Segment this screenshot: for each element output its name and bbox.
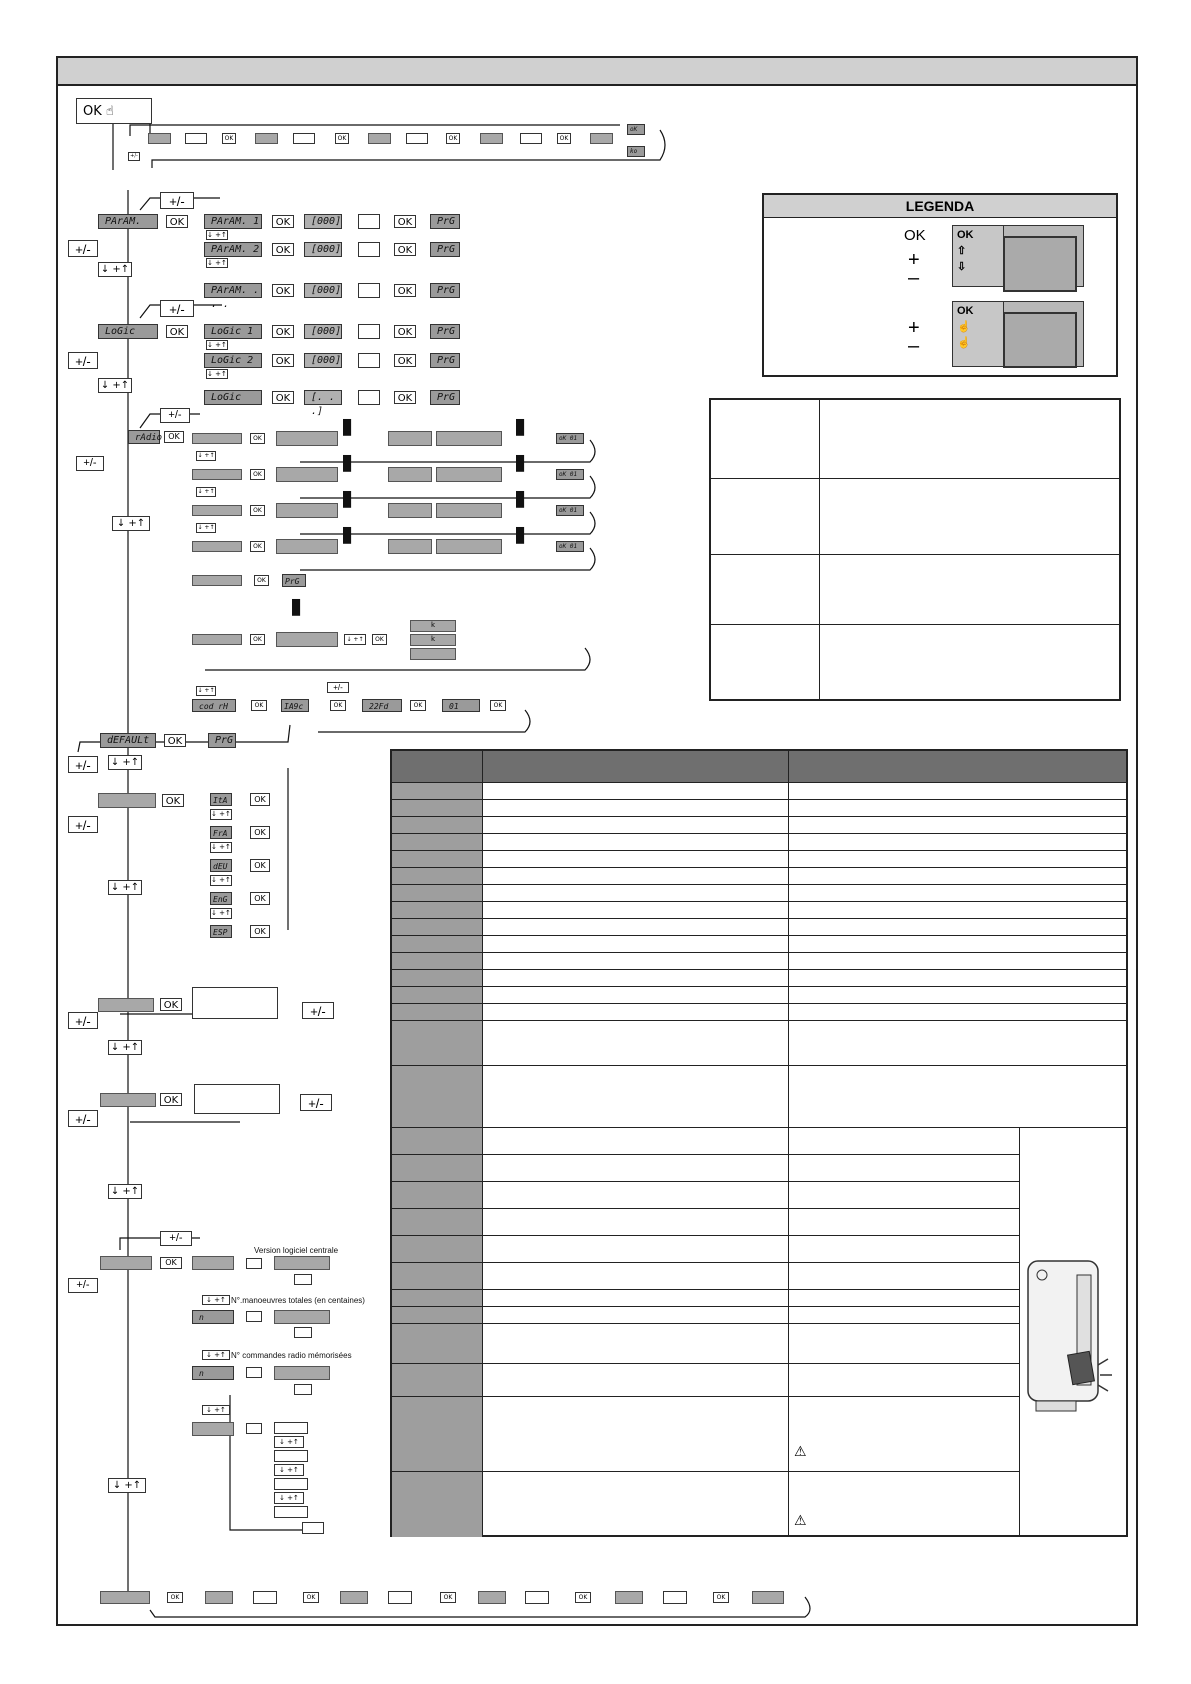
logic-item-2: LoGic 2 [204,353,262,368]
legend-panel [762,193,1118,377]
stats-menu [100,1256,152,1270]
radio-display: rAdio [128,430,160,444]
display-slot [478,1591,506,1604]
cod-display: 22Fd [362,699,402,712]
table-row [392,851,1126,868]
button-instructions-panel [709,398,1121,701]
param-item-1: PArAM. 1 [204,214,262,229]
legend-plus: + [908,317,920,339]
control-pad-illustration: OK ⇧ ⇩ [952,225,1084,287]
ok-key[interactable]: OK [394,354,416,367]
remote-control-icon: ▮ [341,486,354,511]
radio-result: oK 01 [556,505,584,516]
down-up-key[interactable]: ↓ +↑ [98,378,132,393]
display-slot [590,133,613,144]
ok-key[interactable]: OK [164,431,184,443]
table-row [392,783,1126,800]
radio-result: oK 01 [556,469,584,480]
ok-key[interactable]: OK [394,243,416,256]
table-row [392,1182,1020,1209]
display-slot [276,431,338,446]
ok-key[interactable]: OK [166,325,188,338]
prg-display: PrG [430,390,460,405]
control-unit-illustration [1022,1255,1114,1415]
ok-key[interactable]: OK [250,826,270,839]
down-up-key[interactable]: ↓ +↑ [202,1350,230,1360]
down-up-key[interactable]: ↓ +↑ [207,370,227,378]
down-up-key[interactable]: ↓ +↑ [211,843,231,851]
radio-count-label: N° commandes radio mémorisées [231,1351,352,1360]
table-row [392,1263,1020,1290]
result-ok: oK [627,124,645,135]
logic-item-n: LoGic [204,390,262,405]
ok-key[interactable]: OK [160,998,182,1011]
down-up-key[interactable]: ↓ +↑ [112,516,150,531]
ok-key[interactable]: OK [160,1093,182,1106]
remote-control-icon: ▮ [514,414,527,439]
ok-key[interactable]: OK [446,133,460,144]
plusminus-small[interactable]: +/- [128,152,140,161]
ok-key[interactable]: OK [222,133,236,144]
ok-key[interactable]: OK [713,1592,729,1603]
display-slot [388,431,432,446]
ok-key[interactable]: OK [575,1592,591,1603]
radio-result: oK 01 [556,541,584,552]
down-up-key[interactable]: ↓ +↑ [108,880,142,895]
ok-key[interactable]: OK [250,433,265,444]
stats-value [274,1256,330,1270]
ok-key[interactable]: OK [250,541,265,552]
down-up-key[interactable]: ↓ +↑ [197,452,215,459]
p1-p2-icon [663,1591,687,1604]
language-deu: dEU [210,859,232,872]
logic-value: [000] [304,324,342,339]
table-row [392,1364,1020,1397]
language-fra: FrA [210,826,232,839]
ok-key[interactable]: OK [272,391,294,404]
legend-ok: OK [904,227,926,244]
finger-press-icon [711,625,820,701]
ok-key[interactable]: OK [557,133,571,144]
instruction-row [711,625,1119,701]
remote-control-icon: ▮ [514,450,527,475]
display-slot [388,539,432,554]
plusminus-key[interactable]: +/- [68,352,98,369]
display-slot [148,133,171,144]
manoeuvres-label: N°.manoeuvres totales (en centaines) [231,1296,365,1305]
table-row [392,919,1126,936]
legend-plus: + [908,249,920,271]
ok-key[interactable]: OK [254,575,269,586]
p1-p2-icon [406,133,428,144]
ok-key[interactable]: OK [272,354,294,367]
prg-display: PrG [430,324,460,339]
logic-display: LoGic [98,324,158,339]
display-slot [388,467,432,482]
p1-p2-icon [358,214,380,229]
small-box [274,1422,308,1434]
p1-p2-icon [358,390,380,405]
ok-key[interactable]: OK [303,1592,319,1603]
down-up-key[interactable]: ↓ +↑ [108,1478,146,1493]
display-slot [276,539,338,554]
plusminus-key[interactable]: +/- [327,682,349,693]
ok-key[interactable]: OK [272,215,294,228]
down-up-key[interactable]: ↓ +↑ [207,341,227,349]
language-esp: ESP [210,925,232,938]
remote-control-icon: ▮ [514,486,527,511]
language-eng: EnG [210,892,232,905]
remote-control-icon: ▮ [290,594,303,619]
radio-choice [410,648,456,660]
table-row [392,1004,1126,1021]
p1-p2-icon [253,1591,277,1604]
warning-icon: ⚠ [794,1513,807,1529]
plusminus-key[interactable]: +/- [302,1002,334,1019]
p1-p2-icon [358,242,380,257]
legend-minus: – [908,335,920,357]
small-box [246,1367,262,1378]
plusminus-key[interactable]: +/- [160,1231,192,1246]
radio-choice: k [410,634,456,646]
table-row [392,1155,1020,1182]
ok-key[interactable]: OK [250,925,270,938]
small-box [246,1311,262,1322]
info-box [192,987,278,1019]
plusminus-key[interactable]: +/- [68,1278,98,1293]
instruction-row [711,479,1119,555]
table-row [392,1209,1020,1236]
table-row [392,885,1126,902]
instruction-row [711,555,1119,625]
finger-press-icon [711,555,820,624]
ok-key[interactable]: OK [410,700,426,711]
down-up-key[interactable]: ↓ +↑ [211,909,231,917]
prg-display: PrG [430,214,460,229]
radio-option [192,433,242,444]
remote-control-icon: ▮ [514,522,527,547]
default-display: dEFAULt [100,733,156,748]
prg-display: PrG [282,574,306,587]
down-up-key[interactable]: ↓ +↑ [197,524,215,531]
param-value: [000] [304,283,342,298]
version-label: Version logiciel centrale [254,1246,339,1255]
cod-display: 01 [442,699,480,712]
display-slot [205,1591,233,1604]
prg-display: PrG [208,733,236,748]
display-slot [388,503,432,518]
ok-key[interactable]: OK [250,892,270,905]
remote-control-icon: ▮ [341,450,354,475]
instruction-row [711,400,1119,479]
down-up-key[interactable]: ↓ +↑ [197,687,215,694]
stats-value [274,1366,330,1380]
ok-key[interactable]: OK [440,1592,456,1603]
down-up-key[interactable]: ↓ +↑ [202,1295,230,1305]
ok-key[interactable]: OK [250,634,265,645]
cod-display: IA9c [281,699,309,712]
small-box [294,1327,312,1338]
result-ko: ko [627,146,645,157]
table-row [392,1324,1020,1364]
remote-control-icon: ▮ [341,522,354,547]
info-box [194,1084,280,1114]
logic-value: [000] [304,353,342,368]
display-slot [368,133,391,144]
ok-key[interactable]: OK [250,469,265,480]
ok-key[interactable]: OK [372,634,387,645]
table-row [392,936,1126,953]
display-slot [436,431,502,446]
p1-p2-icon [358,353,380,368]
plusminus-key[interactable]: +/- [76,456,104,471]
plusminus-key[interactable]: +/- [68,240,98,257]
display-slot [436,467,502,482]
display-slot [100,1591,150,1604]
radio-option [192,541,242,552]
plusminus-key[interactable]: +/- [300,1094,332,1111]
down-up-key[interactable]: ↓ +↑ [274,1492,304,1504]
warning-icon: ⚠ [794,1444,807,1460]
plusminus-key[interactable]: +/- [160,408,190,423]
down-up-key[interactable]: ↓ +↑ [108,1040,142,1055]
table-row [392,1397,1020,1472]
radio-result: oK 01 [556,433,584,444]
ok-key[interactable]: OK [272,325,294,338]
down-up-key[interactable]: ↓ +↑ [274,1436,304,1448]
table-row [392,1128,1020,1155]
down-up-key[interactable]: ↓ +↑ [207,259,227,267]
prg-display: PrG [430,242,460,257]
legend-title: LEGENDA [764,195,1116,218]
ok-key[interactable]: OK [335,133,349,144]
param-display: PArAM. [98,214,158,229]
table-row [392,1021,1126,1066]
table-row [392,868,1126,885]
plusminus-key[interactable]: +/- [68,816,98,833]
p1-p2-icon [358,324,380,339]
p1-p2-icon [520,133,542,144]
ok-key[interactable]: OK [272,284,294,297]
down-up-key[interactable]: ↓ +↑ [344,634,366,645]
table-row [392,1307,1020,1324]
table-row [392,1066,1126,1128]
table-row [392,987,1126,1004]
radio-option [192,469,242,480]
ok-key[interactable]: OK [330,700,346,711]
ok-key[interactable]: OK [160,1257,182,1269]
plusminus-key[interactable]: +/- [68,1110,98,1127]
small-box [246,1423,262,1434]
hand-on-button-icon: ☝ [105,104,114,119]
down-up-key[interactable]: ↓ +↑ [207,231,227,239]
diagnostics-table [390,749,1128,1537]
small-box [302,1522,324,1534]
plusminus-key[interactable]: +/- [68,756,98,773]
table-row [392,834,1126,851]
cod-rh-display: cod rH [192,699,236,712]
small-box [246,1258,262,1269]
ok-key[interactable]: OK [394,391,416,404]
display-slot [480,133,503,144]
radio-option [192,634,242,645]
menu-display [100,1093,156,1107]
small-box [274,1450,308,1462]
down-up-key[interactable]: ↓ +↑ [211,810,231,818]
control-pad-pressed-illustration: OK ☝ ☝ [952,301,1084,367]
display-slot [436,539,502,554]
table-header [392,751,1126,783]
table-row [392,953,1126,970]
prg-display: PrG [430,353,460,368]
table-row [392,970,1126,987]
plusminus-key[interactable]: +/- [68,1012,98,1029]
legend-minus: – [908,267,920,289]
ok-key[interactable]: OK [250,793,270,806]
param-item-2: PArAM. 2 [204,242,262,257]
display-slot [752,1591,784,1604]
display-slot [276,503,338,518]
stats-display [192,1256,234,1270]
display-slot [255,133,278,144]
logic-item-1: LoGic 1 [204,324,262,339]
table-row [392,902,1126,919]
down-up-key[interactable]: ↓ +↑ [108,755,142,770]
param-value: [000] [304,242,342,257]
display-slot [276,467,338,482]
ok-key-start[interactable]: OK ☝ [76,98,152,124]
ok-key[interactable]: OK [490,700,506,711]
down-up-key[interactable]: ↓ +↑ [197,488,215,495]
stats-n-display: n [192,1310,234,1324]
p1-p2-icon [293,133,315,144]
ok-key[interactable]: OK [394,284,416,297]
radio-choice: k [410,620,456,632]
small-box [294,1274,312,1285]
ok-key[interactable]: OK [251,700,267,711]
down-up-key[interactable]: ↓ +↑ [211,876,231,884]
p1-p2-icon [525,1591,549,1604]
table-row [392,1472,1020,1537]
menu-display [98,998,154,1012]
small-box [294,1384,312,1395]
small-box [274,1506,308,1518]
logic-value: [. . .] [304,390,342,405]
prg-display: PrG [430,283,460,298]
plusminus-key[interactable]: +/- [160,192,194,209]
table-row [392,1290,1020,1307]
param-value: [000] [304,214,342,229]
ok-key[interactable]: OK [166,215,188,228]
display-slot [436,503,502,518]
finger-press-icon [711,400,820,478]
p1-p2-icon [185,133,207,144]
stats-display [192,1422,234,1436]
down-up-key[interactable]: ↓ +↑ [98,262,132,277]
remote-control-icon: ▮ [341,414,354,439]
down-up-key[interactable]: ↓ +↑ [274,1464,304,1476]
display-slot [615,1591,643,1604]
ok-key[interactable]: OK [250,859,270,872]
ok-key[interactable]: OK [272,243,294,256]
ok-key[interactable]: OK [394,325,416,338]
down-up-key[interactable]: ↓ +↑ [108,1184,142,1199]
display-slot [340,1591,368,1604]
radio-option [192,575,242,586]
plusminus-key[interactable]: +/- [160,300,194,317]
finger-press-icon [711,479,820,554]
p1-p2-icon [358,283,380,298]
ok-key[interactable]: OK [250,505,265,516]
language-ita: ItA [210,793,232,806]
radio-option [192,505,242,516]
ok-key[interactable]: OK [394,215,416,228]
table-row [392,800,1126,817]
param-item-n: PArAM. . . . [204,283,262,298]
small-box [274,1478,308,1490]
ok-key[interactable]: OK [162,794,184,807]
p1-p2-icon [388,1591,412,1604]
stats-value [274,1310,330,1324]
down-up-key[interactable]: ↓ +↑ [202,1405,230,1415]
display-slot [276,632,338,647]
ok-key[interactable]: OK [167,1592,183,1603]
table-row [392,817,1126,834]
table-row [392,1236,1020,1263]
stats-n-display: n [192,1366,234,1380]
language-menu [98,793,156,808]
ok-key[interactable]: OK [164,734,186,747]
